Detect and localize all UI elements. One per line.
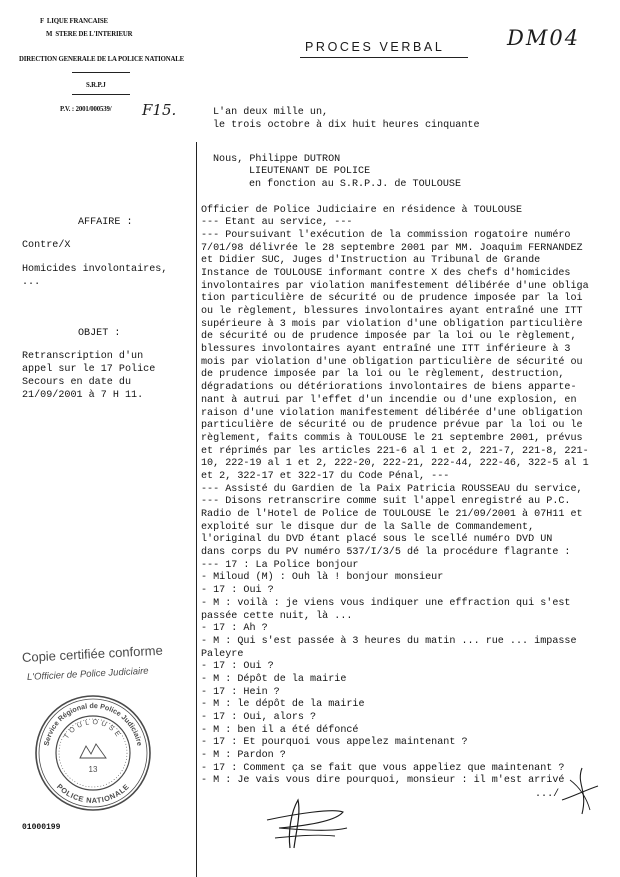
body-line: dégradations ou détériorations involontaires de biens apparte- (201, 382, 577, 394)
body-line: exploité sur le disque dur de la Salle de Commandement, (201, 521, 535, 533)
officer-name: Nous, Philippe DUTRON (213, 154, 341, 165)
title-underline (300, 57, 468, 58)
column-divider (196, 142, 197, 877)
body-line: - 17 : Comment ça se fait que vous appeliez que maintenant ? (201, 762, 565, 774)
document-number: 01000199 (22, 823, 61, 832)
certified-copy-stamp: Copie certifiée conforme (21, 642, 164, 665)
document-title: PROCES VERBAL (305, 40, 445, 54)
seal-inner-text: TOULOUSE (63, 718, 123, 741)
svg-text:POLICE NATIONALE (55, 782, 131, 805)
body-line: de sécurité ou de prudence imposée par la loi ou le règlement, (201, 331, 577, 343)
header-divider (72, 94, 130, 95)
body-line: - 17 : Ah ? (201, 623, 268, 635)
body-line: Officier de Police Judiciaire en résidence à TOULOUSE (201, 204, 523, 216)
official-seal (28, 688, 158, 818)
body-line: dans corps du PV numéro 537/I/3/5 dé la procédure flagrante : (201, 547, 571, 559)
body-line: l'original du DVD étant placé sous le scellé numéro DVD UN (201, 534, 553, 546)
body-line: - 17 : Oui ? (201, 661, 274, 673)
body-line: --- 17 : La Police bonjour (201, 559, 359, 571)
body-line: 10, 222-19 al 1 et 2, 222-20, 222-21, 222-44, 222-46, 322-5 al 1 (201, 458, 589, 470)
body-line: blessures involontaires ayant entraîné une ITT inférieure à 3 (201, 344, 571, 356)
seal-center-text: 13 (88, 765, 98, 774)
officer-title-stamp: L'Officier de Police Judiciaire (26, 665, 149, 683)
body-line: - Miloud (M) : Ouh là ! bonjour monsieur (201, 572, 444, 584)
objet-line: Secours en date du (22, 377, 132, 388)
header-direction: DIRECTION GENERALE DE LA POLICE NATIONALE (19, 56, 184, 63)
body-line: - M : ben il a été défoncé (201, 724, 359, 736)
seal-bottom-text: POLICE NATIONALE (54, 782, 132, 806)
case-against: Contre/X (22, 240, 71, 251)
officer-rank: LIEUTENANT DE POLICE (249, 166, 371, 177)
body-line: de prudence imposée par la loi ou le règlement, destruction, (201, 369, 565, 381)
body-line: ou le règlement, blessures involontaires ayant entraîné une ITT (201, 306, 583, 317)
body-line: passée cette nuit, là ... (201, 610, 353, 622)
body-line: - M : le dépôt de la mairie (201, 699, 365, 711)
body-line: - M : Je vais vous dire pourquoi, monsieur : il m'est arrivé (201, 775, 565, 787)
body-line: --- Poursuivant l'exécution de la commission rogatoire numéro (201, 229, 571, 241)
objet-label: OBJET : (78, 328, 121, 339)
body-line: - 17 : Oui ? (201, 585, 274, 597)
body-line: particulière de sécurité ou de prudence prévue par la loi ou le (201, 420, 583, 432)
affaire-label: AFFAIRE : (78, 217, 133, 228)
body-line: - M : Pardon ? (201, 750, 286, 762)
body-line: - M : voilà : je viens vous indiquer une effraction qui s'est (201, 597, 571, 609)
continuation-mark: .../ (535, 789, 560, 800)
body-line: - 17 : Hein ? (201, 686, 280, 698)
report-body (201, 205, 589, 789)
body-line: 7/01/98 délivrée le 28 septembre 2001 par MM. Joaquim FERNANDEZ (201, 242, 583, 254)
pv-handwritten-note: F15. (142, 101, 177, 119)
objet-line: Retranscription d'un (22, 351, 144, 362)
header-republic: F LIQUE FRANCAISE (40, 18, 108, 25)
objet-line: 21/09/2001 à 7 H 11. (22, 390, 144, 401)
handwritten-reference: DM04 (507, 26, 581, 50)
header-divider (72, 72, 130, 73)
body-line: et Didier SUC, Juges d'Instruction au Tribunal de Grande (201, 255, 541, 267)
header-service: S.R.P.J (86, 82, 106, 89)
objet-line: appel sur le 17 Police (22, 364, 156, 375)
body-line: et réprimés par les articles 221-6 al 1 et 2, 221-7, 221-8, 221- (201, 445, 589, 457)
body-line: --- Etant au service, --- (201, 217, 353, 229)
body-line: --- Disons retranscrire comme suit l'appel enregistré au P.C. (201, 496, 571, 508)
body-line: supérieure à 3 mois par violation d'une obligation particulière (201, 318, 583, 330)
body-line: - 17 : Oui, alors ? (201, 712, 317, 723)
case-charges: Homicides involontaires, (22, 264, 168, 275)
body-line: Instance de TOULOUSE informant contre X des chefs d'homicides (201, 267, 571, 279)
pv-number: P.V. : 2001/000539/ (60, 106, 112, 113)
seal-top-text: Service Régional de Police Judiciaire (41, 701, 145, 747)
body-line: Radio de l'Hotel de Police de TOULOUSE le 21/09/2001 à 07H11 et (201, 509, 583, 520)
body-line: - M : Qui s'est passée à 3 heures du matin ... rue ... impasse (201, 635, 577, 647)
officer-assignment: en fonction au S.R.P.J. de TOULOUSE (249, 179, 462, 190)
body-line: --- Assisté du Gardien de la Paix Patricia ROUSSEAU du service, (201, 483, 583, 495)
signature-officer (255, 790, 355, 852)
body-line: - M : Dépôt de la mairie (201, 673, 347, 685)
header-ministry: M STERE DE L'INTERIEUR (46, 31, 133, 38)
body-line: et 2, 322-17 et 322-17 du Code Pénal, --- (201, 470, 450, 482)
body-line: règlement, faits commis à TOULOUSE le 21 septembre 2001, prévus (201, 432, 583, 444)
date-line-1: L'an deux mille un, (213, 107, 329, 118)
body-line: nant à autrui par l'effet d'un incendie ou d'une explosion, en (201, 394, 577, 406)
body-line: mois par violation d'une obligation particulière de sécurité ou (201, 356, 583, 368)
date-line-2: le trois octobre à dix huit heures cinquante (213, 119, 480, 131)
seal-ring (39, 699, 147, 807)
seal-outer-ring (36, 696, 150, 810)
signature-initials (556, 766, 602, 818)
body-line: - 17 : Et pourquoi vous appelez maintenant ? (201, 737, 468, 749)
body-line: involontaires par violation manifestement délibérée d'une obliga (201, 280, 589, 292)
body-line: Paleyre (201, 648, 244, 660)
body-line: tion particulière de sécurité ou de prudence imposée par la loi (201, 293, 583, 305)
seal-emblem (80, 744, 106, 758)
case-charges-more: ... (22, 277, 41, 288)
body-line: raison d'une violation manifestement délibérée d'une obligation (201, 407, 583, 419)
seal-inner-ring (56, 716, 130, 790)
